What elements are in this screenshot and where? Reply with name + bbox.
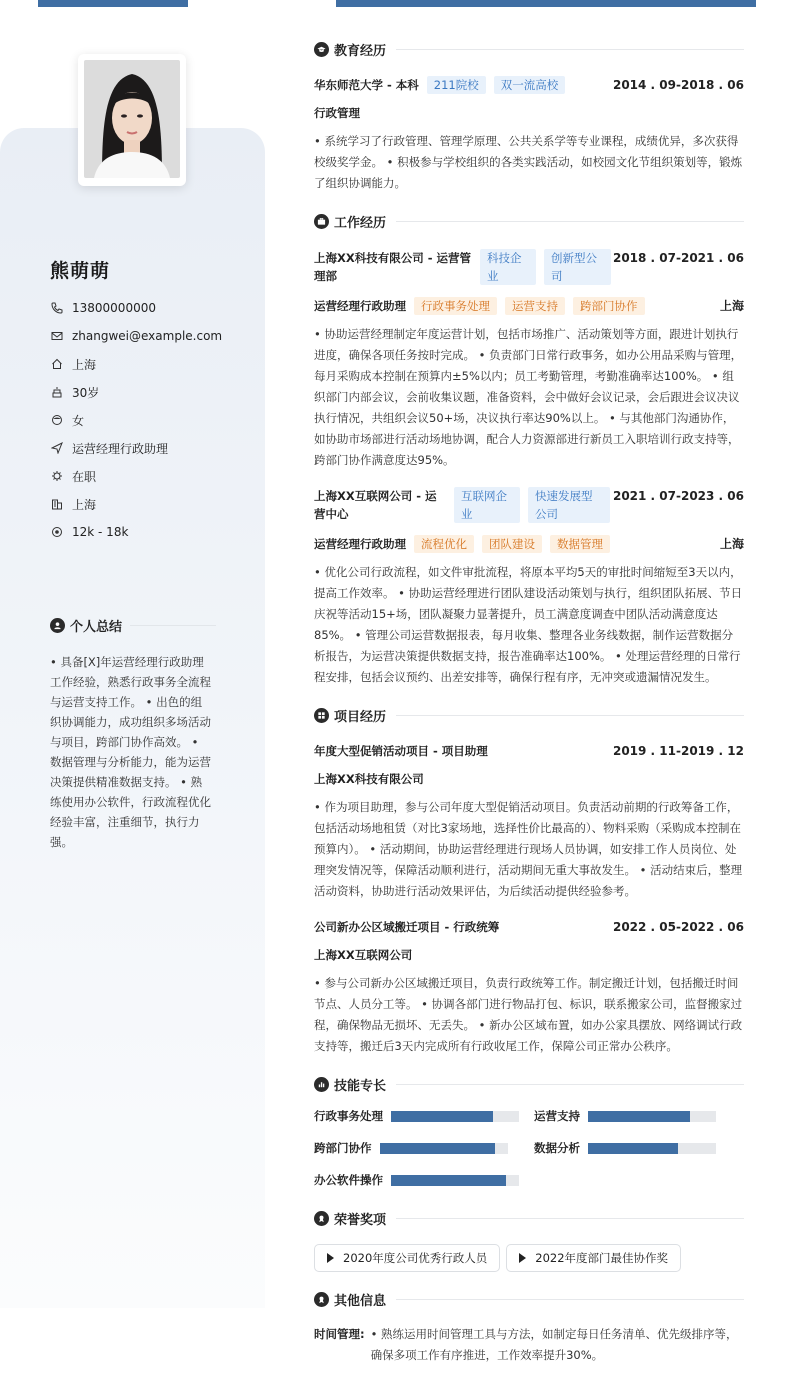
profile-photo bbox=[84, 60, 180, 178]
contact-location: 上海 bbox=[50, 350, 250, 378]
play-icon bbox=[327, 1253, 334, 1263]
info-icon bbox=[314, 1292, 329, 1307]
contact-status: 在职 bbox=[50, 462, 250, 490]
work-desc: • 优化公司行政流程，如文件审批流程，将原本平均5天的审批时间缩短至3天以内，提高工作效率。 • 协助运营经理进行团队建设活动策划与执行，组织团队拓展、节日庆祝等活动15+场，团队凝聚力显著提升，员工满意度调查中团队活动满意度达85%。 • 管理公司运营数据报表，每月收集、整理各业务线数据，制作运营数据分析报告，为运营决策提供数据支持，报告准确率达100%。 • 处理运营经理的日常行程安排，包括会议预约、出差安排等，确保行程有序，无冲突或遗漏情况发生。 bbox=[314, 565, 743, 684]
skill-bar bbox=[380, 1143, 508, 1154]
contact-phone: 13800000000 bbox=[50, 294, 250, 322]
project-entry-header bbox=[314, 742, 744, 760]
skill-item: 行政事务处理 bbox=[314, 1105, 534, 1127]
school-tag: 211院校 bbox=[427, 76, 486, 94]
skill-bar-fill bbox=[391, 1175, 506, 1186]
work-role-row bbox=[314, 297, 744, 315]
award-item: 2022年度部门最佳协作奖 bbox=[506, 1244, 681, 1272]
summary-text: • 具备[X]年运营经理行政助理工作经验，熟悉行政事务全流程与运营支持工作。 • 出色的组织协调能力，成功组织多场活动与项目，跨部门协作高效。 • 数据管理与分析能力，能为运营决策提供精准数据支持。 • 熟练使用办公软件，行政流程优化经验丰富，注重细节，执行力强。 bbox=[50, 655, 211, 849]
project-entry-header bbox=[314, 918, 744, 936]
education-heading: 教育经历 bbox=[314, 38, 744, 60]
role-title: 运营经理行政助理 bbox=[314, 299, 406, 313]
award-icon bbox=[314, 1211, 329, 1226]
projects-heading: 项目经历 bbox=[314, 704, 744, 726]
project-desc: • 作为项目助理，参与公司年度大型促销活动项目。负责活动前期的行政筹备工作，包括活动场地租赁（对比3家场地，选择性价比最高的）、物料采购（采购成本控制在预算内）。 • 活动期间，协助运营经理进行现场人员协调，如安排工作人员岗位、处理突发情况等，保障活动顺利进行，活动期间无重大事故发生。 • 活动结束后，整理活动资料，协助进行活动效果评估，为后续活动提供经验参考。 bbox=[314, 800, 743, 898]
contact-email: zhangwei@example.com bbox=[50, 322, 250, 350]
summary-heading: 个人总结 bbox=[50, 616, 216, 635]
work-role-row bbox=[314, 535, 744, 553]
work-entry-header bbox=[314, 249, 744, 285]
skill-tag: 跨部门协作 bbox=[573, 297, 645, 315]
role-title: 运营经理行政助理 bbox=[314, 537, 406, 551]
other-entry bbox=[314, 1324, 744, 1366]
skill-item: 运营支持 bbox=[534, 1105, 744, 1127]
top-accent-bar-right bbox=[336, 0, 756, 7]
candidate-name: 熊萌萌 bbox=[50, 260, 111, 282]
company-tag: 创新型公司 bbox=[544, 249, 611, 285]
skill-tag: 流程优化 bbox=[414, 535, 474, 553]
contact-list bbox=[50, 294, 250, 546]
skill-bar-fill bbox=[391, 1111, 493, 1122]
other-heading: 其他信息 bbox=[314, 1288, 744, 1310]
target-position-icon bbox=[50, 441, 64, 455]
other-label: 时间管理: bbox=[314, 1327, 365, 1341]
contact-gender: 女 bbox=[50, 406, 250, 434]
company-tag: 快速发展型公司 bbox=[528, 487, 610, 523]
age-icon bbox=[50, 385, 64, 399]
email-icon bbox=[50, 329, 64, 343]
project-org: 上海XX互联网公司 bbox=[314, 948, 413, 962]
contact-target-position: 运营经理行政助理 bbox=[50, 434, 250, 462]
skill-bar bbox=[588, 1111, 716, 1122]
skill-item: 跨部门协作 bbox=[314, 1137, 534, 1159]
school-name: 华东师范大学 - 本科 bbox=[314, 78, 419, 92]
skill-bar bbox=[391, 1175, 519, 1186]
skill-bar-fill bbox=[588, 1143, 678, 1154]
skill-tag: 行政事务处理 bbox=[414, 297, 497, 315]
work-heading: 工作经历 bbox=[314, 210, 744, 232]
top-accent-bar-left bbox=[38, 0, 188, 7]
other-text: • 熟练运用时间管理工具与方法，如制定每日任务清单、优先级排序等，确保多项工作有序推进，工作效率提升30%。 bbox=[370, 1327, 738, 1362]
salary-icon bbox=[50, 525, 64, 539]
education-date: 2014 . 09-2018 . 06 bbox=[612, 78, 744, 92]
main-content bbox=[314, 38, 744, 1366]
education-desc: • 系统学习了行政管理、管理学原理、公共关系学等专业课程，成绩优异，多次获得校级奖学金。 • 积极参与学校组织的各类实践活动，如校园文化节组织策划等，锻炼了组织协调能力。 bbox=[314, 134, 743, 190]
grid-icon bbox=[314, 708, 329, 723]
work-city: 上海 bbox=[719, 299, 744, 313]
skill-item: 数据分析 bbox=[534, 1137, 744, 1159]
contact-salary: 12k - 18k bbox=[50, 518, 250, 546]
skill-tag: 运营支持 bbox=[505, 297, 565, 315]
education-major: 行政管理 bbox=[314, 106, 360, 120]
home-icon bbox=[50, 357, 64, 371]
education-entry bbox=[314, 76, 744, 94]
project-name: 年度大型促销活动项目 - 项目助理 bbox=[314, 744, 488, 758]
award-item: 2020年度公司优秀行政人员 bbox=[314, 1244, 500, 1272]
contact-city: 上海 bbox=[50, 490, 250, 518]
project-desc: • 参与公司新办公区域搬迁项目，负责行政统筹工作。制定搬迁计划，包括搬迁时间节点、人员分工等。 • 协调各部门进行物品打包、标识，联系搬家公司，监督搬家过程，确保物品无损坏、无丢失。 • 新办公区域布置，如办公家具摆放、网络调试行政支持等，搬迁后3天内完成所有行政收尾工作，保障公司正常办公秩序。 bbox=[314, 976, 743, 1053]
project-name: 公司新办公区域搬迁项目 - 行政统筹 bbox=[314, 920, 500, 934]
work-city: 上海 bbox=[719, 537, 744, 551]
avatar bbox=[78, 54, 186, 186]
status-icon bbox=[50, 469, 64, 483]
phone-icon bbox=[50, 301, 64, 315]
project-date: 2019 . 11-2019 . 12 bbox=[612, 744, 744, 758]
bar-chart-icon bbox=[314, 1077, 329, 1092]
user-icon bbox=[50, 618, 65, 633]
skill-tag: 团队建设 bbox=[482, 535, 542, 553]
contact-age: 30岁 bbox=[50, 378, 250, 406]
play-icon bbox=[519, 1253, 526, 1263]
skill-tag: 数据管理 bbox=[550, 535, 610, 553]
city-icon bbox=[50, 497, 64, 511]
skill-bar bbox=[391, 1111, 519, 1122]
skill-bar-fill bbox=[380, 1143, 495, 1154]
project-date: 2022 . 05-2022 . 06 bbox=[612, 920, 744, 934]
company-name: 上海XX科技有限公司 - 运营管理部 bbox=[314, 251, 472, 283]
skills-list bbox=[314, 1105, 744, 1191]
skill-item: 办公软件操作 bbox=[314, 1169, 534, 1191]
briefcase-icon bbox=[314, 214, 329, 229]
company-tag: 科技企业 bbox=[480, 249, 536, 285]
project-org: 上海XX科技有限公司 bbox=[314, 772, 424, 786]
work-entry-header bbox=[314, 487, 744, 523]
graduation-cap-icon bbox=[314, 42, 329, 57]
skill-bar bbox=[588, 1143, 716, 1154]
awards-list bbox=[314, 1244, 744, 1272]
skill-bar-fill bbox=[588, 1111, 690, 1122]
company-name: 上海XX互联网公司 - 运营中心 bbox=[314, 489, 437, 521]
school-tag: 双一流高校 bbox=[494, 76, 566, 94]
work-date: 2018 . 07-2021 . 06 bbox=[612, 251, 744, 265]
company-tag: 互联网企业 bbox=[454, 487, 520, 523]
work-desc: • 协助运营经理制定年度运营计划，包括市场推广、活动策划等方面，跟进计划执行进度，确保各项任务按时完成。 • 负责部门日常行政事务，如办公用品采购与管理，每月采购成本控制在预算内±5%以内；员工考勤管理，考勤准确率达100%。 • 组织部门内部会议，会前收集议题，准备资料，会中做好会议记录，会后跟进会议决议执行情况，共组织会议50+场，决议执行率达90%以上。 • 与其他部门沟通协作，如协助市场部进行活动场地协调，配合人力资源部进行新员工入职培训行政支持等，跨部门协作满意度达95%。 bbox=[314, 327, 743, 467]
awards-heading: 荣誉奖项 bbox=[314, 1207, 744, 1229]
work-date: 2021 . 07-2023 . 06 bbox=[612, 489, 744, 503]
skills-heading: 技能专长 bbox=[314, 1073, 744, 1095]
gender-icon bbox=[50, 413, 64, 427]
